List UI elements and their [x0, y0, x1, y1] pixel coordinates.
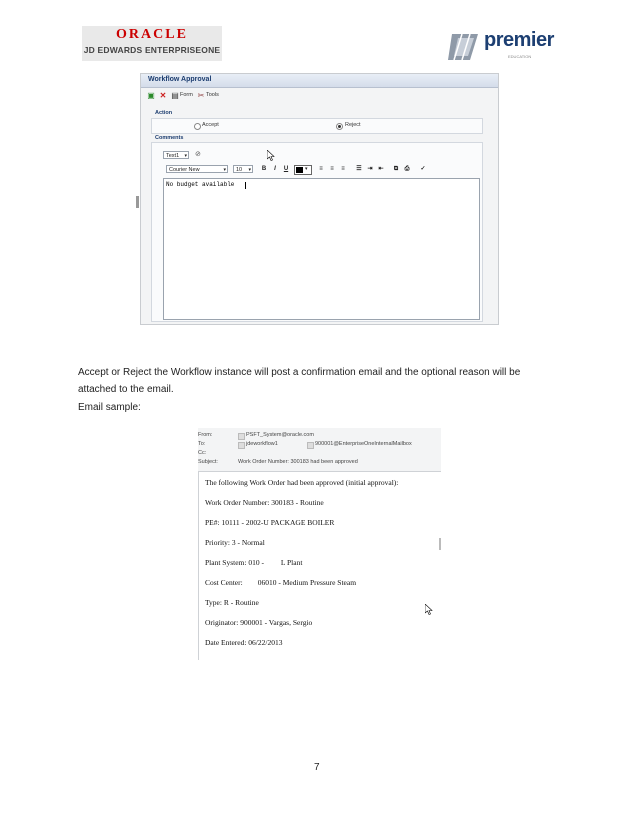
- formatting-toolbar: [163, 165, 463, 175]
- email-header: [198, 428, 441, 472]
- email-line: Priority: 3 - Normal: [205, 538, 265, 547]
- chevron-down-icon: ▾: [305, 166, 308, 172]
- workflow-title: Workflow Approval: [148, 76, 212, 83]
- attachment-icon[interactable]: ⊘: [195, 151, 201, 158]
- copy-icon[interactable]: ⧉: [393, 166, 399, 172]
- cancel-icon[interactable]: ✕: [159, 91, 167, 100]
- premier-logo-subtitle: EDUCATION: [508, 54, 532, 59]
- action-section-title: Action: [155, 110, 173, 116]
- reject-label: Reject: [345, 122, 361, 128]
- workflow-approval-screenshot: [140, 73, 499, 325]
- workflow-title-bar: [141, 74, 498, 88]
- text-caret: [245, 182, 246, 189]
- save-icon[interactable]: ▣: [147, 91, 155, 100]
- action-section: [151, 118, 483, 134]
- bulleted-list-icon[interactable]: ☰: [356, 166, 362, 172]
- font-size-select[interactable]: [233, 165, 253, 173]
- reject-radio[interactable]: [336, 123, 343, 130]
- chevron-down-icon: ▾: [184, 153, 187, 159]
- comments-section-title: Comments: [155, 135, 184, 141]
- to-value-2: 900001@EnterpriseOneInternalMailbox: [315, 441, 412, 447]
- premier-logo-word: premier: [484, 29, 554, 51]
- print-icon[interactable]: ⎙: [404, 166, 410, 172]
- description-paragraph: Accept or Reject the Workflow instance will post a confirmation email and the optional reason will be attached to the email.: [78, 367, 521, 395]
- text-type-value: Text1: [166, 153, 180, 159]
- align-right-icon[interactable]: ≡: [341, 166, 345, 172]
- align-left-icon[interactable]: ≡: [319, 166, 323, 172]
- email-line: Cost Center: 06010 - Medium Pressure Steam: [205, 578, 357, 587]
- comment-text: No budget available: [166, 181, 235, 188]
- email-line: Originator: 900001 - Vargas, Sergio: [205, 618, 313, 627]
- from-value: PSFT_System@oracle.com: [246, 432, 314, 438]
- oracle-logo-subtitle: JD EDWARDS ENTERPRISEONE: [83, 45, 221, 55]
- mouse-cursor-icon: [425, 604, 433, 615]
- subject-value: Work Order Number: 300183 had been approved: [238, 459, 358, 465]
- accept-label: Accept: [202, 122, 219, 128]
- email-line: Date Entered: 06/22/2013: [205, 638, 283, 647]
- chevron-down-icon: ▾: [223, 167, 226, 173]
- outdent-icon[interactable]: ⇤: [378, 166, 384, 172]
- premier-mark-icon: [448, 30, 482, 64]
- scroll-marker: [136, 196, 139, 208]
- to-value: jdeworkflow1: [246, 441, 278, 447]
- to-row: [198, 441, 441, 449]
- font-color-button[interactable]: [294, 165, 312, 175]
- oracle-logo-word: ORACLE: [116, 27, 188, 42]
- oracle-jde-logo: [82, 26, 222, 61]
- subject-row: [198, 459, 441, 467]
- to-label: To:: [198, 441, 206, 447]
- tools-menu[interactable]: Tools: [206, 92, 219, 98]
- recipient-icon: [307, 442, 314, 449]
- underline-button[interactable]: U: [283, 166, 289, 172]
- email-body: [198, 472, 441, 660]
- italic-button[interactable]: I: [274, 166, 276, 172]
- subject-label: Subject:: [198, 459, 218, 465]
- spellcheck-icon[interactable]: ✓: [420, 166, 426, 172]
- email-line: Plant System: 010 - L Plant: [205, 558, 303, 567]
- font-name-select[interactable]: [166, 165, 228, 173]
- form-menu[interactable]: Form: [180, 92, 193, 98]
- form-icon: ▤: [171, 91, 179, 100]
- accept-radio[interactable]: [194, 123, 201, 130]
- mouse-cursor-icon: [267, 150, 275, 161]
- cc-row: [198, 450, 441, 458]
- email-sample-screenshot: [198, 428, 441, 660]
- from-label: From:: [198, 432, 213, 438]
- email-sample-label: Email sample:: [78, 402, 141, 413]
- font-size-value: 10: [236, 167, 243, 173]
- email-line: PE#: 10111 - 2002-U PACKAGE BOILER: [205, 518, 335, 527]
- cc-label: Cc:: [198, 450, 207, 456]
- page-number: 7: [314, 762, 320, 773]
- bold-button[interactable]: B: [261, 166, 267, 172]
- font-name-value: Courier New: [169, 167, 200, 173]
- comment-editor[interactable]: [163, 178, 480, 320]
- chevron-down-icon: ▾: [248, 167, 251, 173]
- align-center-icon[interactable]: ≡: [330, 166, 334, 172]
- scrollbar[interactable]: [439, 538, 441, 550]
- email-line: Type: R - Routine: [205, 598, 259, 607]
- from-row: [198, 432, 441, 440]
- sender-icon: [238, 433, 245, 440]
- tools-icon: ✂: [197, 91, 205, 100]
- premier-logo: [448, 24, 568, 64]
- email-line: Work Order Number: 300183 - Routine: [205, 498, 324, 507]
- email-line: The following Work Order had been approved (initial approval):: [205, 478, 399, 487]
- recipient-icon: [238, 442, 245, 449]
- indent-icon[interactable]: ⇥: [367, 166, 373, 172]
- color-swatch: [296, 167, 303, 173]
- text-type-select[interactable]: [163, 151, 189, 159]
